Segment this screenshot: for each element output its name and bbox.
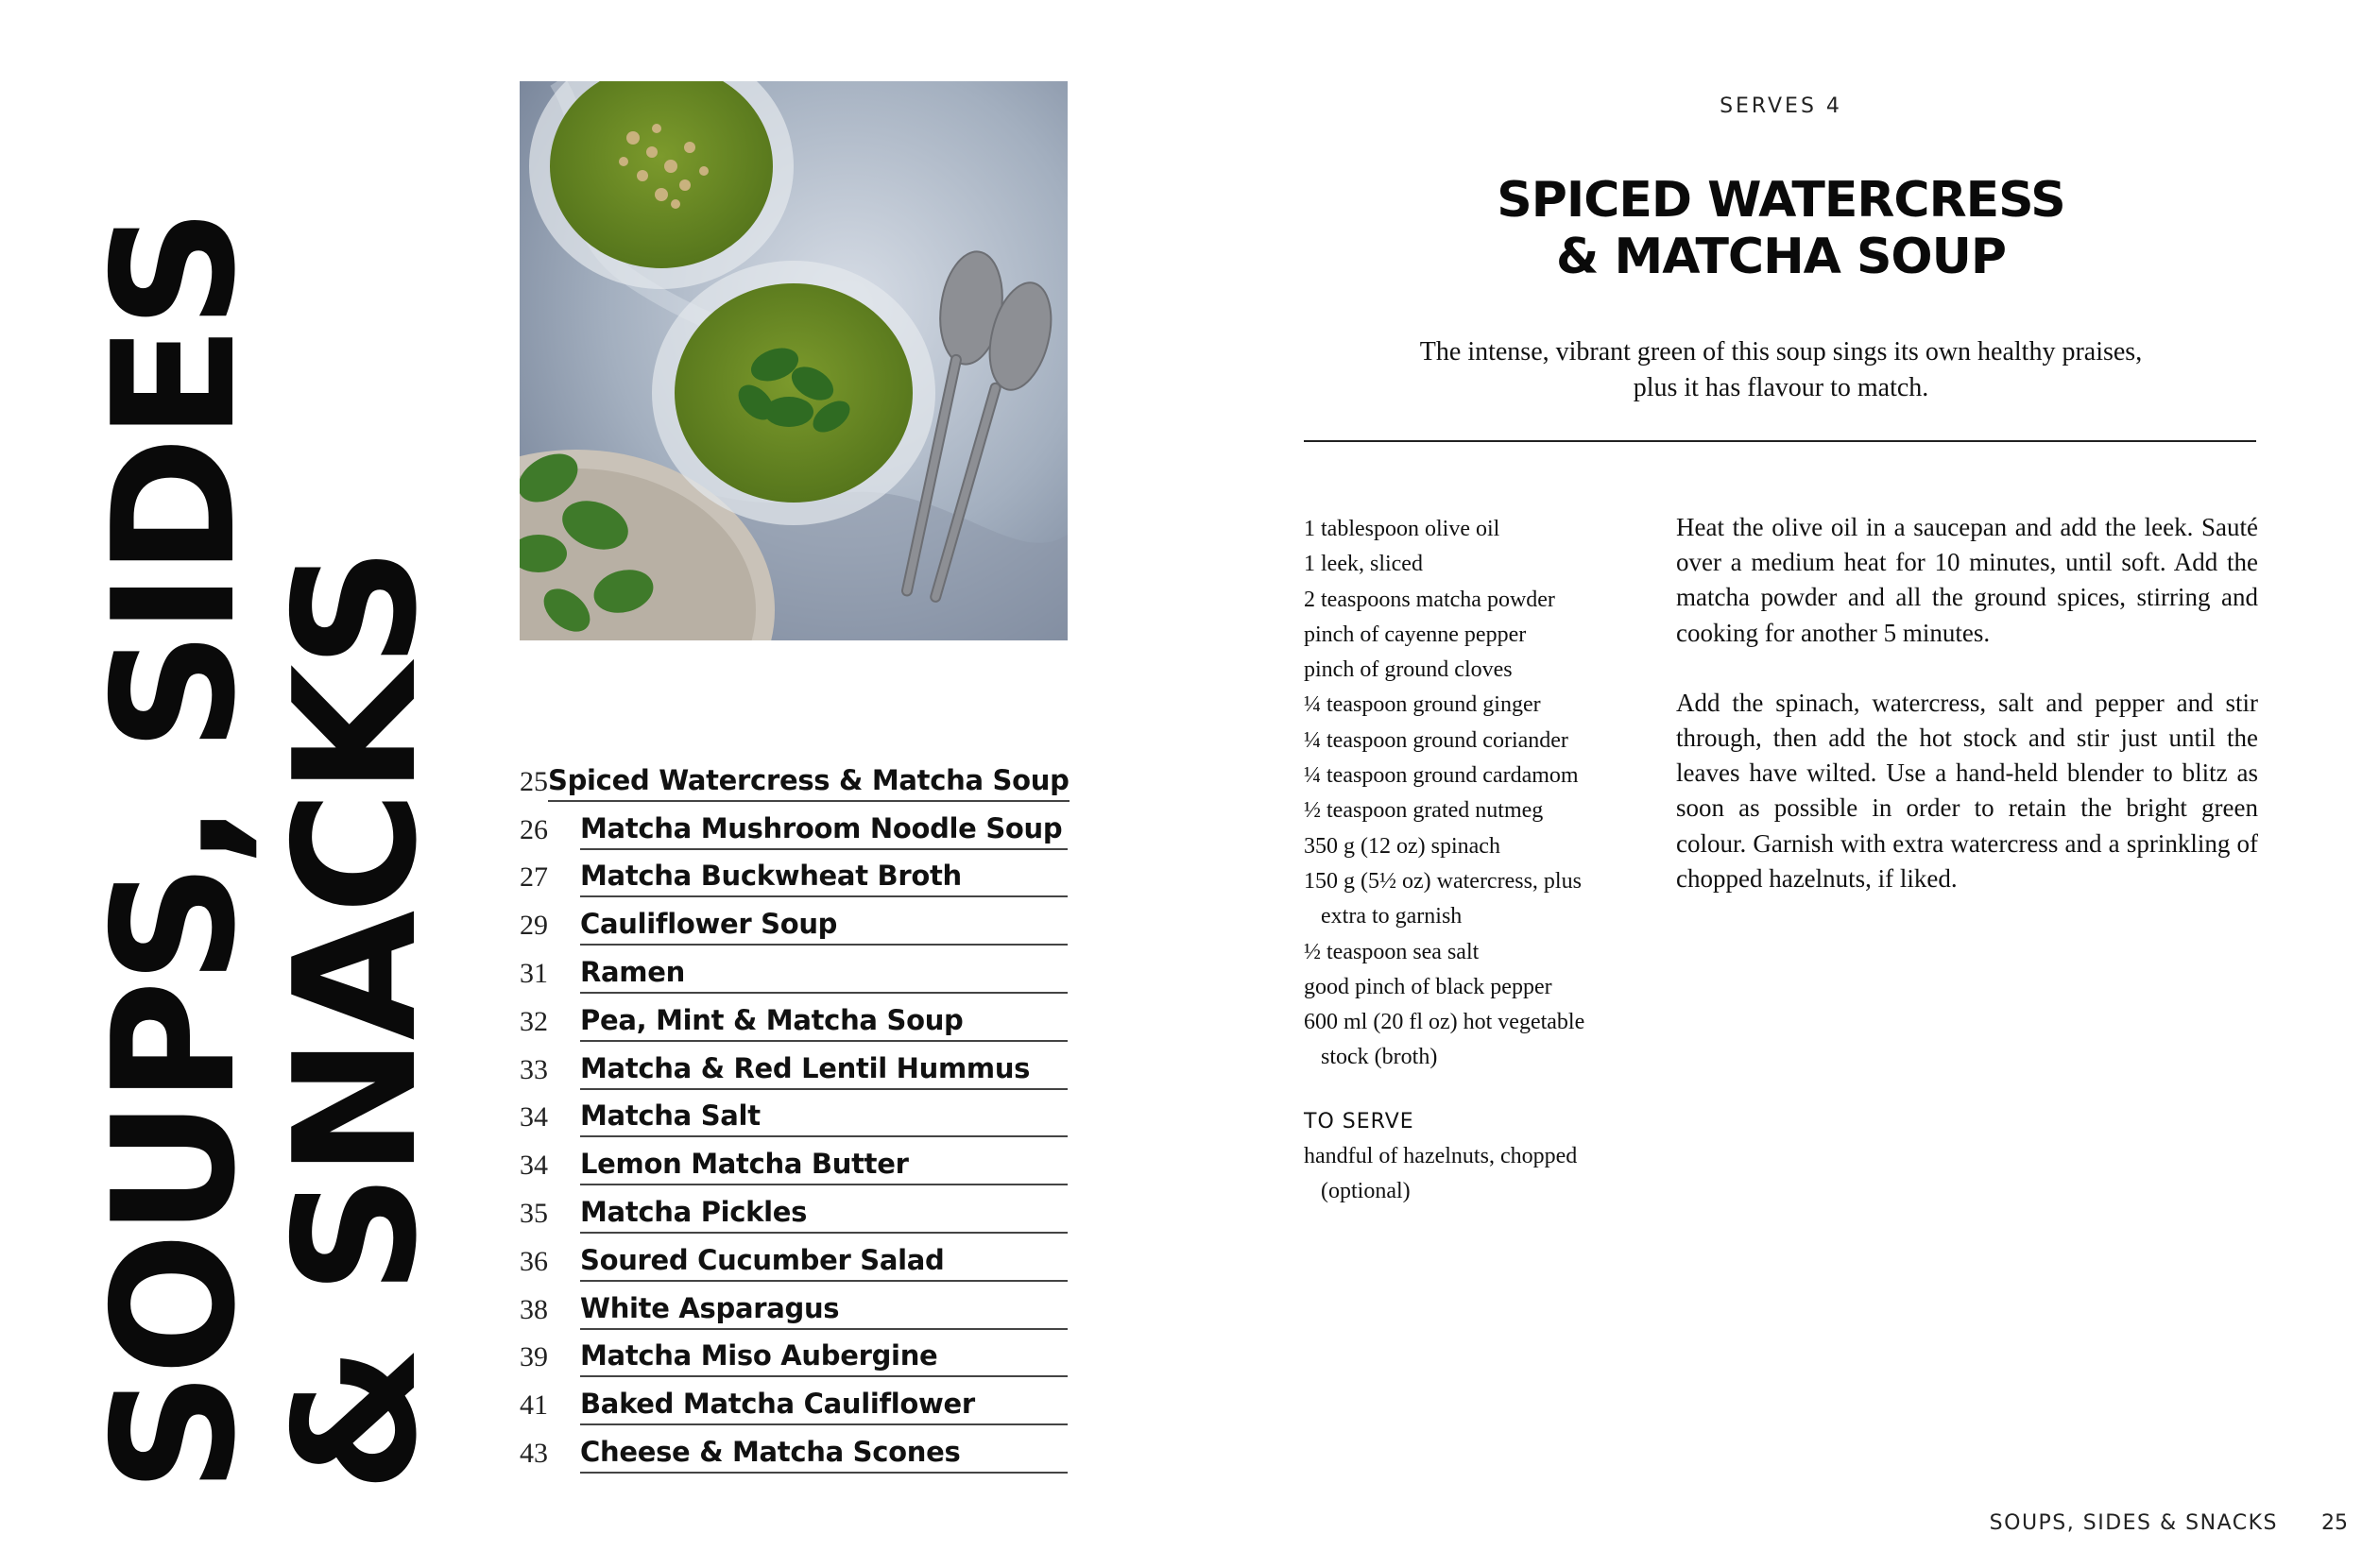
contents-row xyxy=(520,1042,1068,1090)
soup-photo xyxy=(520,81,1068,640)
contents-page-number: 27 xyxy=(520,861,548,894)
intro-line-2: plus it has flavour to match. xyxy=(1633,373,1929,402)
contents-page-number: 39 xyxy=(520,1341,548,1373)
contents-recipe-title: Pea, Mint & Matcha Soup xyxy=(580,1004,1068,1042)
contents-row xyxy=(520,1330,1068,1378)
contents-row xyxy=(520,946,1068,994)
ingredient-line: extra to garnish xyxy=(1321,904,1463,929)
ingredient-line: 350 g (12 oz) spinach xyxy=(1304,833,1500,859)
contents-row xyxy=(520,850,1068,898)
serves-label: SERVES 4 xyxy=(1720,94,1842,118)
contents-row xyxy=(520,1377,1068,1425)
contents-page-number: 25 xyxy=(520,765,548,797)
right-page xyxy=(1181,0,2362,1568)
ingredient-line: ¼ teaspoon ground cardamom xyxy=(1304,763,1579,789)
footer-section-label: SOUPS, SIDES & SNACKS xyxy=(1989,1511,2278,1535)
contents-page-number: 34 xyxy=(520,1101,548,1133)
contents-row xyxy=(520,1234,1068,1282)
contents-page-number: 38 xyxy=(520,1293,548,1325)
chapter-title-line-2: & SNACKS xyxy=(258,551,454,1492)
contents-row xyxy=(520,1185,1068,1234)
intro-line-1: The intense, vibrant green of this soup sings its own healthy praises, xyxy=(1419,337,2143,366)
contents-page-number: 35 xyxy=(520,1197,548,1229)
contents-page-number: 36 xyxy=(520,1245,548,1277)
contents-row xyxy=(520,1282,1068,1330)
contents-page-number: 41 xyxy=(520,1389,548,1422)
ingredient-line: 2 teaspoons matcha powder xyxy=(1304,587,1555,612)
contents-recipe-title: White Asparagus xyxy=(580,1292,1068,1330)
recipe-title-line-2: & MATCHA SOUP xyxy=(1556,229,2006,285)
contents-page-number: 43 xyxy=(520,1437,548,1469)
page-footer xyxy=(1970,1511,2348,1535)
contents-row xyxy=(520,994,1068,1042)
contents-recipe-title: Cheese & Matcha Scones xyxy=(580,1436,1068,1474)
ingredient-line: ½ teaspoon grated nutmeg xyxy=(1304,798,1544,824)
contents-page-number: 31 xyxy=(520,957,548,989)
contents-recipe-title: Matcha & Red Lentil Hummus xyxy=(580,1052,1068,1090)
ingredient-line: stock (broth) xyxy=(1321,1045,1438,1070)
ingredient-line: ¼ teaspoon ground ginger xyxy=(1304,692,1541,718)
contents-page-number: 34 xyxy=(520,1150,548,1182)
page-number: 25 xyxy=(2321,1511,2348,1535)
recipe-title xyxy=(1181,172,2362,285)
contents-row xyxy=(520,1137,1068,1185)
contents-list xyxy=(520,754,1068,1474)
contents-recipe-title: Matcha Buckwheat Broth xyxy=(580,860,1068,897)
ingredient-line: 150 g (5½ oz) watercress, plus xyxy=(1304,868,1582,894)
contents-recipe-title: Soured Cucumber Salad xyxy=(580,1244,1068,1282)
ingredient-line: ½ teaspoon sea salt xyxy=(1304,939,1480,964)
method-paragraph: Add the spinach, watercress, salt and pepper and stir through, then add the hot stock and stir just until the leaves have wilted. Use a hand-held blender to blitz as soon as possible in order to retain the bright green colour. Garnish with extra watercress and a sprinkling of chopped hazelnuts, if liked. xyxy=(1676,688,2258,893)
contents-recipe-title: Cauliflower Soup xyxy=(580,908,1068,946)
ingredient-line: pinch of ground cloves xyxy=(1304,657,1513,683)
soup-photo-illustration xyxy=(520,81,1068,640)
contents-recipe-title: Lemon Matcha Butter xyxy=(580,1148,1068,1185)
contents-recipe-title: Matcha Salt xyxy=(580,1099,1068,1137)
ingredient-line: handful of hazelnuts, chopped xyxy=(1304,1143,1578,1168)
ingredient-line: pinch of cayenne pepper xyxy=(1304,622,1527,647)
contents-recipe-title: Spiced Watercress & Matcha Soup xyxy=(548,764,1070,802)
recipe-title-line-1: SPICED WATERCRESS xyxy=(1497,172,2065,229)
contents-page-number: 26 xyxy=(520,813,548,845)
contents-page-number: 33 xyxy=(520,1053,548,1085)
contents-recipe-title: Matcha Pickles xyxy=(580,1196,1068,1234)
contents-row xyxy=(520,897,1068,946)
contents-recipe-title: Baked Matcha Cauliflower xyxy=(580,1388,1068,1425)
to-serve-heading: TO SERVE xyxy=(1304,1109,1414,1133)
contents-row xyxy=(520,754,1068,802)
contents-page-number: 29 xyxy=(520,910,548,942)
ingredient-line: 1 leek, sliced xyxy=(1304,552,1423,577)
method xyxy=(1676,510,2258,931)
contents-recipe-title: Matcha Miso Aubergine xyxy=(580,1339,1068,1377)
recipe-intro xyxy=(1379,334,2182,406)
contents-row xyxy=(520,1425,1068,1474)
ingredient-line: 1 tablespoon olive oil xyxy=(1304,517,1500,541)
ingredient-line: good pinch of black pepper xyxy=(1304,974,1552,999)
method-paragraph: Heat the olive oil in a saucepan and add the leek. Sauté over a medium heat for 10 minutes, until soft. Add the matcha powder and all the ground spices, stirring and cooking for another 5 minutes. xyxy=(1676,513,2258,647)
contents-recipe-title: Matcha Mushroom Noodle Soup xyxy=(580,812,1068,850)
ingredients-list xyxy=(1304,512,1644,1209)
chapter-title xyxy=(77,179,454,1492)
contents-page-number: 32 xyxy=(520,1005,548,1037)
contents-row xyxy=(520,1090,1068,1138)
divider-rule xyxy=(1304,440,2256,442)
chapter-title-line-1: SOUPS, SIDES xyxy=(77,211,272,1492)
contents-row xyxy=(520,802,1068,850)
ingredient-line: 600 ml (20 fl oz) hot vegetable xyxy=(1304,1010,1585,1035)
ingredient-line: ¼ teaspoon ground coriander xyxy=(1304,727,1568,753)
contents-recipe-title: Ramen xyxy=(580,956,1068,994)
ingredient-line: (optional) xyxy=(1321,1179,1411,1204)
